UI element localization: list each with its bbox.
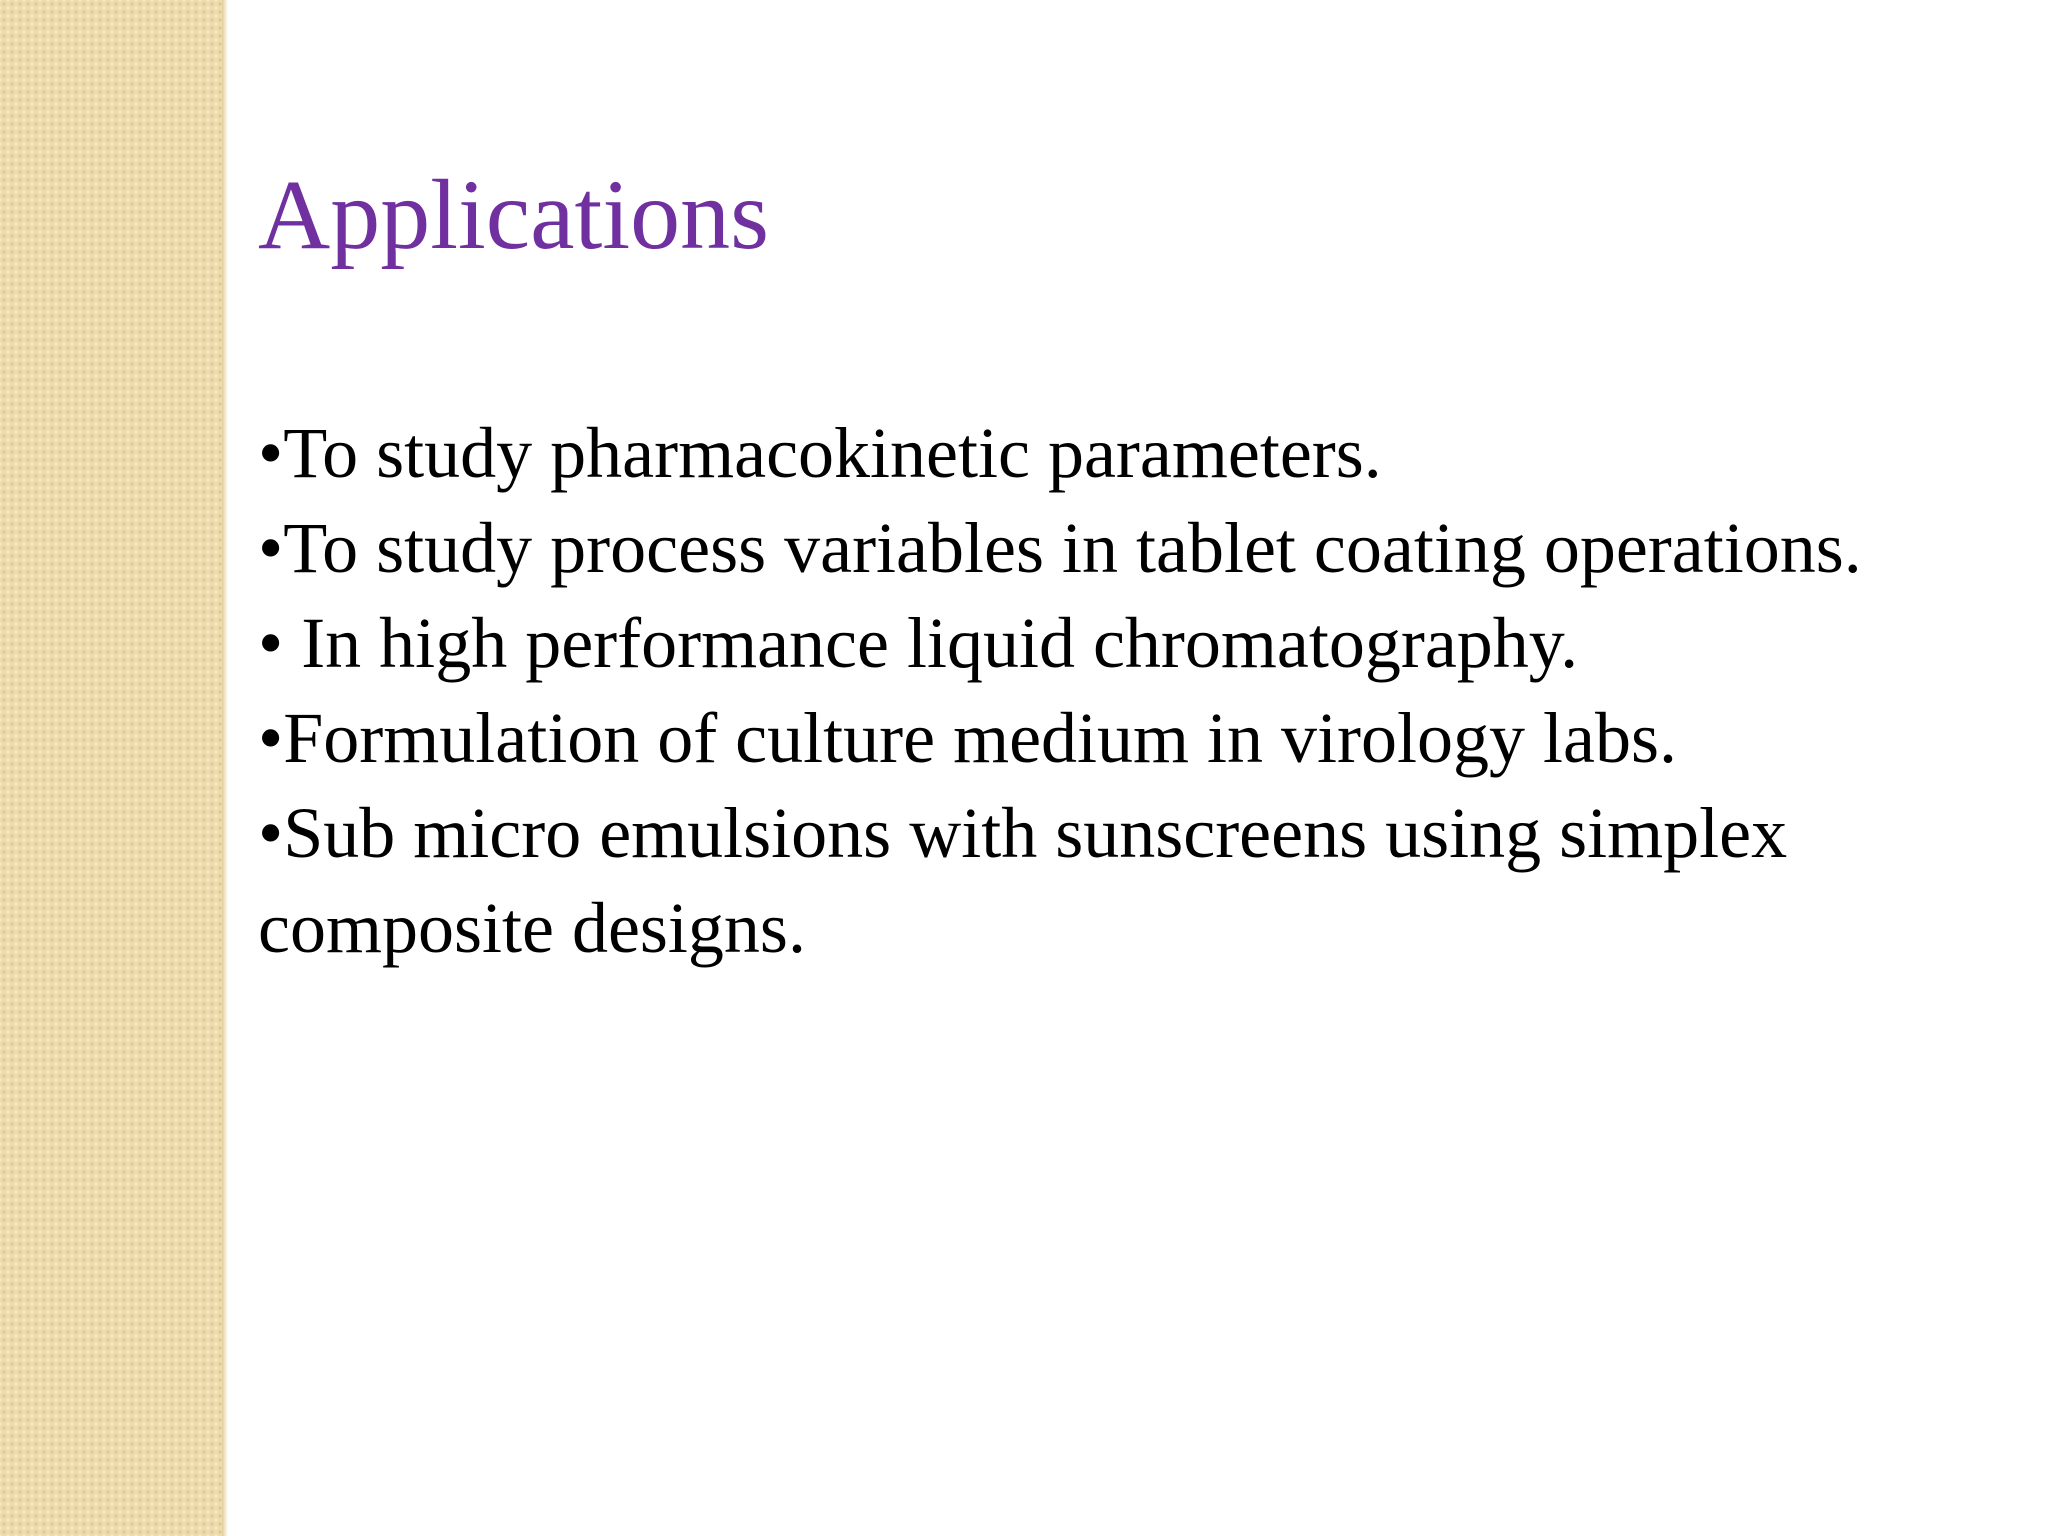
slide-title: Applications	[258, 159, 770, 270]
side-band-edge	[222, 0, 228, 1536]
bullet-item: •To study pharmacokinetic parameters.	[258, 413, 1382, 493]
bullet-item: • In high performance liquid chromatography.	[258, 603, 1579, 683]
bullet-item: •To study process variables in tablet coating operations.	[258, 508, 1862, 588]
bullet-item: •Sub micro emulsions with sunscreens using simplex composite designs.	[258, 793, 1806, 968]
decorative-side-band	[0, 0, 226, 1536]
bullet-item: •Formulation of culture medium in virology labs.	[258, 698, 1678, 778]
bullet-list	[258, 406, 2038, 976]
